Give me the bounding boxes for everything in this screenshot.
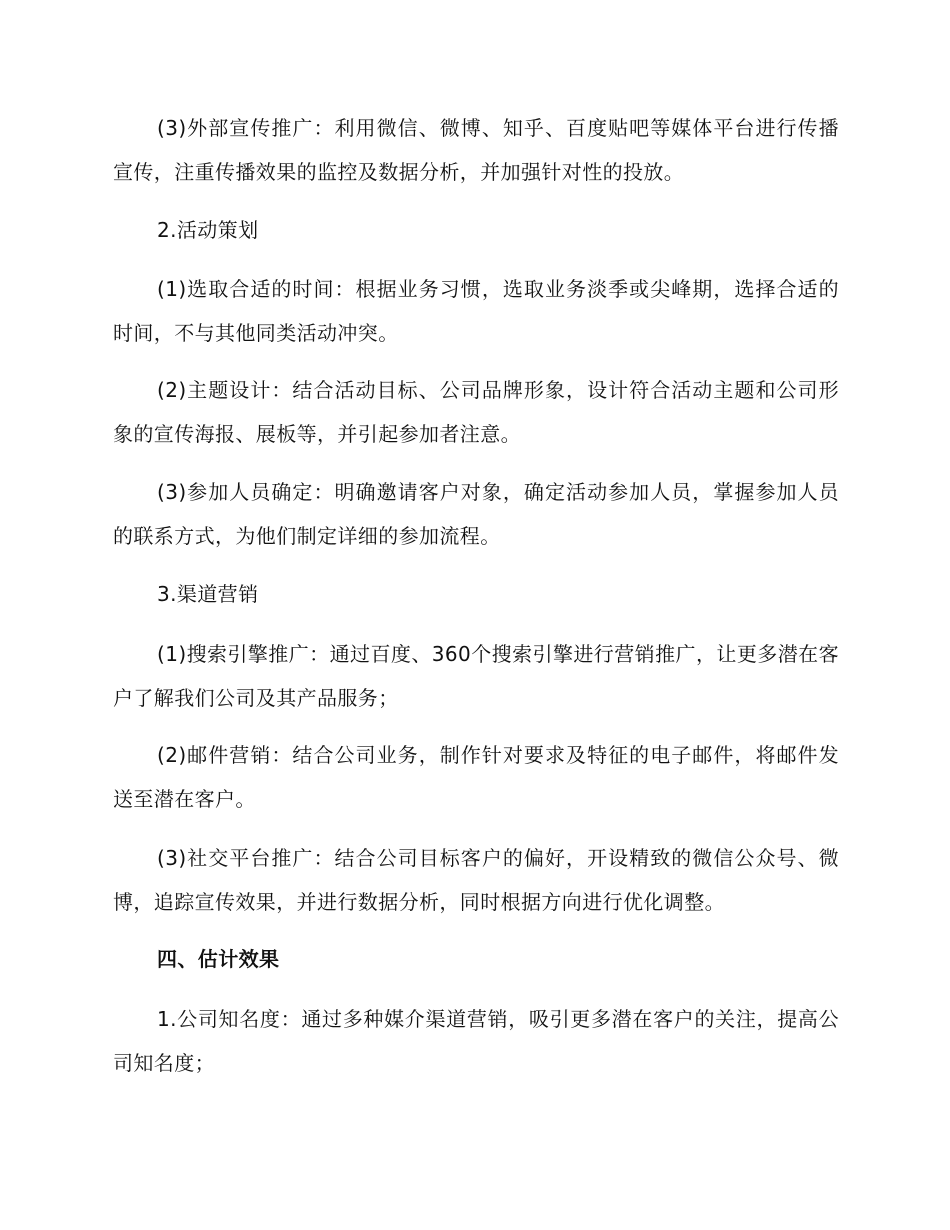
paragraph-select-time: (1)选取合适的时间：根据业务习惯，选取业务淡季或尖峰期，选择合适的时间，不与其他同类活动冲突。 [113,277,839,345]
section-heading-event-planning: 2.活动策划 [157,218,259,242]
section-heading-channel-marketing: 3.渠道营销 [157,582,259,606]
paragraph-brand-awareness: 1.公司知名度：通过多种媒介渠道营销，吸引更多潜在客户的关注，提高公司知名度； [113,1007,839,1075]
paragraph-search-engine: (1)搜索引擎推广：通过百度、360个搜索引擎进行营销推广，让更多潜在客户了解我们公司及其产品服务； [113,642,839,710]
paragraph-social-platform: (3)社交平台推广：结合公司目标客户的偏好，开设精致的微信公众号、微博，追踪宣传效果，并进行数据分析，同时根据方向进行优化调整。 [113,846,839,914]
section-heading-expected-effect: 四、估计效果 [157,947,280,971]
paragraph-theme-design: (2)主题设计：结合活动目标、公司品牌形象，设计符合活动主题和公司形象的宣传海报、展板等，并引起参加者注意。 [113,378,839,446]
paragraph-email-marketing: (2)邮件营销：结合公司业务，制作针对要求及特征的电子邮件，将邮件发送至潜在客户。 [113,743,839,811]
paragraph-participants: (3)参加人员确定：明确邀请客户对象，确定活动参加人员，掌握参加人员的联系方式，为他们制定详细的参加流程。 [113,480,839,548]
paragraph-external-promotion: (3)外部宣传推广：利用微信、微博、知乎、百度贴吧等媒体平台进行传播宣传，注重传播效果的监控及数据分析，并加强针对性的投放。 [113,116,839,184]
